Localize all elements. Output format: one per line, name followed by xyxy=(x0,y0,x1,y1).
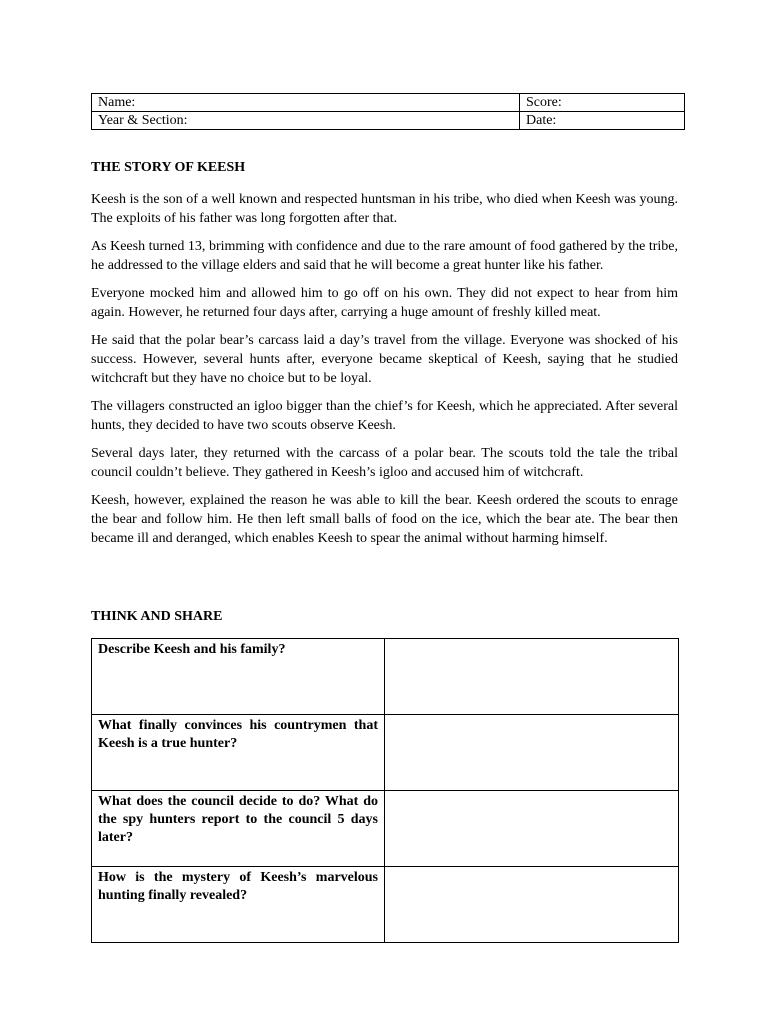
answer-cell[interactable] xyxy=(385,791,679,867)
student-info-table xyxy=(91,93,685,130)
answer-cell[interactable] xyxy=(385,715,679,791)
question-cell: How is the mystery of Keesh’s marvelous hunting finally revealed? xyxy=(92,867,385,943)
story-body xyxy=(91,190,678,557)
think-share-table xyxy=(91,638,679,943)
qa-row xyxy=(92,867,679,943)
question-cell: What does the council decide to do? What do the spy hunters report to the council 5 days later? xyxy=(92,791,385,867)
story-title: THE STORY OF KEESH xyxy=(91,160,246,175)
qa-row xyxy=(92,791,679,867)
story-paragraph: Keesh, however, explained the reason he was able to kill the bear. Keesh ordered the scouts to enrage the bear and follow him. He then left small balls of food on the ice, which the bear ate. The bear then became ill and deranged, which enables Keesh to spear the animal without harming himself. xyxy=(91,493,678,546)
story-paragraph: Everyone mocked him and allowed him to go off on his own. They did not expect to hear from him again. However, he returned four days after, carrying a huge amount of freshly killed meat. xyxy=(91,286,678,320)
answer-cell[interactable] xyxy=(385,639,679,715)
header-row-1 xyxy=(92,94,685,112)
qa-row xyxy=(92,715,679,791)
story-paragraph: The villagers constructed an igloo bigger than the chief’s for Keesh, which he appreciated. After several hunts, they decided to have two scouts observe Keesh. xyxy=(91,399,678,433)
think-share-title: THINK AND SHARE xyxy=(91,609,223,624)
story-paragraph: He said that the polar bear’s carcass laid a day’s travel from the village. Everyone was shocked of his success. However, several hunts after, everyone became skeptical of Keesh, saying that he studied witchcraft but they have no choice but to be loyal. xyxy=(91,333,678,386)
answer-cell[interactable] xyxy=(385,867,679,943)
question-cell: Describe Keesh and his family? xyxy=(92,639,385,715)
story-paragraph: Several days later, they returned with the carcass of a polar bear. The scouts told the tale the tribal council couldn’t believe. They gathered in Keesh’s igloo and accused him of witchcraft. xyxy=(91,446,678,480)
year-section-field: Year & Section: xyxy=(92,112,520,130)
name-field: Name: xyxy=(92,94,520,112)
story-paragraph: Keesh is the son of a well known and respected huntsman in his tribe, who died when Keesh was young. The exploits of his father was long forgotten after that. xyxy=(91,192,678,226)
story-paragraph: As Keesh turned 13, brimming with confidence and due to the rare amount of food gathered by the tribe, he addressed to the village elders and said that he will become a great hunter like his father. xyxy=(91,239,678,273)
header-row-2 xyxy=(92,112,685,130)
qa-row xyxy=(92,639,679,715)
question-cell: What finally convinces his countrymen that Keesh is a true hunter? xyxy=(92,715,385,791)
score-field: Score: xyxy=(520,94,685,112)
date-field: Date: xyxy=(520,112,685,130)
